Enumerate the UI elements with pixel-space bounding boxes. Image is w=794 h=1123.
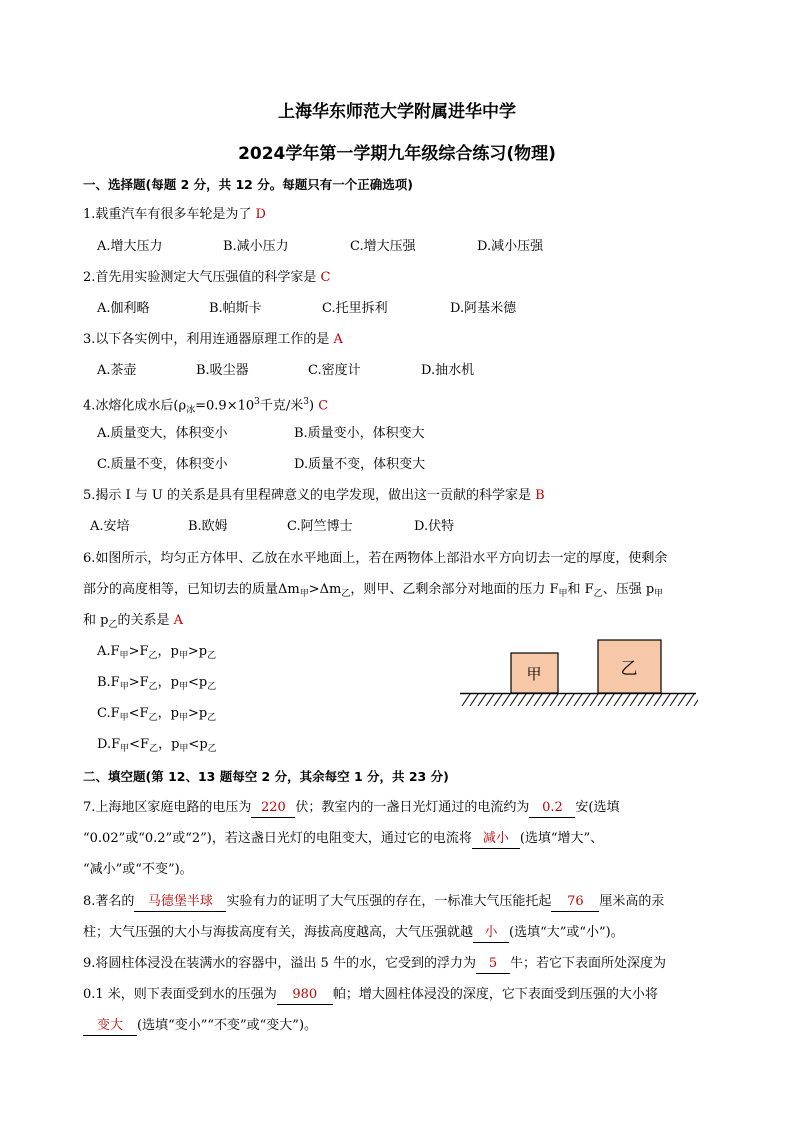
hatch-line [614,694,622,706]
superscript: 3 [254,397,260,407]
stem-text: 安(选填 [575,800,620,815]
subscript: 乙 [207,713,217,723]
section2-heading: 二、填空题(第 12、13 题每空 2 分，其余每空 1 分，共 23 分) [83,769,449,784]
subscript: 冰 [186,405,196,416]
answer-blank: 0.2 [529,799,575,818]
question-stem: 5.揭示 I 与 U 的关系是具有里程碑意义的电学发现，做出这一贡献的科学家是 [83,488,532,503]
subscript: 乙 [148,713,158,723]
opt-text: >p [187,644,208,659]
option-a: A.增大压力 [97,239,163,254]
stem-text: 帕；增大圆柱体浸没的深度，它下表面受到压强的大小将 [332,987,658,1002]
hatch-line [566,694,574,706]
hatch-line [510,694,518,706]
answer-blank: 减小 [472,830,520,849]
option-b: B.质量变小，体积变大 [294,426,425,441]
hatch-line [502,694,510,706]
cube-yi-label: 乙 [620,659,638,679]
question-3 [83,331,343,349]
question-7-line1 [83,799,620,818]
cubes-figure [458,636,698,712]
hatch-line [550,694,558,706]
stem-text: 的关系是 [117,613,170,628]
option-a: A.伽利略 [97,301,150,316]
question-8-line2 [83,924,624,943]
stem-text: 7.上海地区家庭电路的电压为 [83,800,252,815]
stem-text: 和 p [83,613,109,628]
opt-text: >F [128,675,149,690]
subscript: 甲 [178,713,188,723]
question-stem: 1.载重汽车有很多车轮是为了 [83,207,252,222]
subscript: 甲 [120,744,130,754]
opt-text: B.F [97,675,120,690]
hatch-line [590,694,598,706]
subscript: 甲 [119,713,129,723]
subscript: 甲 [299,589,309,599]
question-9-line2 [83,986,658,1005]
stem-text: =0.9×10 [195,398,255,414]
question-6-line1: 6.如图所示，均匀正方体甲、乙放在水平地面上，若在两物体上部沿水平方向切去一定的厚度，使剩余 [83,551,668,566]
answer-blank: 76 [551,893,599,912]
question-1 [83,206,266,224]
hatch-line [678,694,686,706]
question-stem: 3.以下各实例中，利用连通器原理工作的是 [83,332,330,347]
hatch-line [654,694,662,706]
stem-text: >Δm [308,582,342,597]
subscript: 甲 [558,589,568,599]
answer: D [255,207,266,222]
answer-blank: 马德堡半球 [134,893,226,912]
hatch-line [622,694,630,706]
question-7-line3: “减小”或“不变”)。 [83,862,193,877]
option-b: B.吸尘器 [196,363,249,378]
question-stem: 2.首先用实验测定大气压强值的科学家是 [83,270,317,285]
question-4 [83,393,328,419]
stem-text: 部分的高度相等，已知切去的质量Δm [83,582,300,597]
stem-text: “0.02”或“0.2”或“2”)，若这盏日光灯的电阻变大，通过它的电流将 [83,831,472,846]
option-a: A.茶壶 [97,363,137,378]
hatch-line [574,694,582,706]
cube-jia-label: 甲 [526,665,542,683]
stem-text: ，则甲、乙剩余部分对地面的压力 F [350,582,559,597]
hatch-line [670,694,678,706]
opt-text: ，p [157,675,179,690]
option-c: C.阿竺博士 [287,519,353,534]
option-d: D.阿基米德 [450,301,517,316]
hatch-line [486,694,494,706]
hatch-line [630,694,638,706]
subscript: 乙 [108,620,118,630]
answer: C [318,398,329,414]
option-d: D.减小压强 [477,239,544,254]
subscript: 甲 [119,651,129,661]
option-a [97,643,216,665]
opt-text: <F [129,737,150,752]
opt-text: C.F [97,706,120,721]
school-title: 上海华东师范大学附属进华中学 [278,102,516,122]
question-6-line3 [83,612,183,634]
hatch-line [638,694,646,706]
answer-blank: 980 [277,986,333,1005]
hatch-line [598,694,606,706]
hatch-line [558,694,566,706]
answer-blank: 5 [476,955,510,974]
answer: A [333,332,343,347]
subscript: 乙 [148,682,158,692]
opt-text: <p [188,675,208,690]
hatch-line [542,694,550,706]
subscript: 乙 [341,589,351,599]
opt-text: <p [188,737,208,752]
hatch-line [686,694,694,706]
section1-heading: 一、选择题(每题 2 分，共 12 分。每题只有一个正确选项) [83,177,413,192]
option-c: C.密度计 [308,363,361,378]
subscript: 甲 [654,589,664,599]
option-d: D.质量不变，体积变大 [294,457,426,472]
stem-text: 4.冰熔化成水后(ρ [83,398,187,414]
ground-hatching [462,694,698,706]
exam-title: 2024学年第一学期九年级综合练习(物理) [238,144,556,164]
stem-text: 柱；大气压强的大小与海拔高度有关，海拔高度越高，大气压强就越 [83,925,474,940]
option-a: A.质量变大，体积变小 [97,426,228,441]
option-d: D.伏特 [414,519,455,534]
superscript: 3 [303,397,310,407]
option-b: B.帕斯卡 [209,301,262,316]
hatch-line [526,694,534,706]
option-c [97,705,216,727]
opt-text: >p [187,706,208,721]
hatch-line [662,694,670,706]
stem-text: 厘米高的汞 [599,894,665,909]
subscript: 甲 [179,744,189,754]
question-2 [83,269,331,287]
subscript: 乙 [148,651,158,661]
option-d: D.抽水机 [421,363,475,378]
answer-blank: 220 [251,799,295,818]
subscript: 甲 [119,682,129,692]
question-5 [83,487,545,505]
question-8-line1 [83,893,664,912]
stem-text: 9.将圆柱体浸没在装满水的容器中，溢出 5 牛的水，它受到的浮力为 [83,956,476,971]
stem-text: 实验有力的证明了大气压强的存在，一标准大气压能托起 [226,894,552,909]
question-6-line2 [83,581,663,603]
hatch-line [478,694,486,706]
opt-text: D.F [97,737,121,752]
opt-text: <F [128,706,149,721]
hatch-line [462,694,470,706]
option-c: C.增大压强 [350,239,416,254]
hatch-line [518,694,526,706]
opt-text: ，p [157,706,179,721]
option-d [97,736,217,758]
stem-text: (选填“增大”、 [519,831,604,846]
hatch-line [606,694,614,706]
answer: A [173,613,184,628]
hatch-line [470,694,478,706]
answer: B [535,488,545,503]
stem-text: (选填“大”或“小”)。 [509,925,624,940]
hatch-line [494,694,502,706]
opt-text: >F [128,644,149,659]
hatch-line [582,694,590,706]
subscript: 甲 [179,682,189,692]
stem-text: 千克/米 [259,398,304,414]
subscript: 甲 [178,651,188,661]
question-9-line3 [83,1017,317,1036]
option-c: C.质量不变，体积变小 [97,457,228,472]
hatch-line [646,694,654,706]
stem-text: 和 F [567,582,594,597]
subscript: 乙 [207,682,217,692]
stem-text: (选填“变小”“不变”或“变大”)。 [137,1018,318,1033]
subscript: 乙 [207,744,217,754]
answer: C [320,270,331,285]
hatch-line [534,694,542,706]
question-9-line1 [83,955,666,974]
stem-text: 牛；若它下表面所处深度为 [509,956,666,971]
stem-text: ) [309,398,315,414]
subscript: 乙 [593,589,603,599]
stem-text: 、压强 p [602,582,655,597]
stem-text: 0.1 米，则下表面受到水的压强为 [83,987,277,1002]
stem-text: 8.著名的 [83,894,135,909]
opt-text: ，p [157,644,179,659]
answer-blank: 变大 [83,1017,137,1036]
opt-text: A.F [97,644,120,659]
question-7-line2 [83,830,603,849]
opt-text: ，p [158,737,180,752]
stem-text: 伏；教室内的一盏日光灯通过的电流约为 [295,800,530,815]
option-b: B.减小压力 [223,239,289,254]
subscript: 乙 [207,651,217,661]
subscript: 乙 [149,744,159,754]
option-a: A.安培 [90,519,130,534]
option-b: B.欧姆 [188,519,228,534]
option-c: C.托里拆利 [322,301,388,316]
answer-blank: 小 [473,924,509,943]
option-b [97,674,216,696]
hatch-line [694,694,698,706]
